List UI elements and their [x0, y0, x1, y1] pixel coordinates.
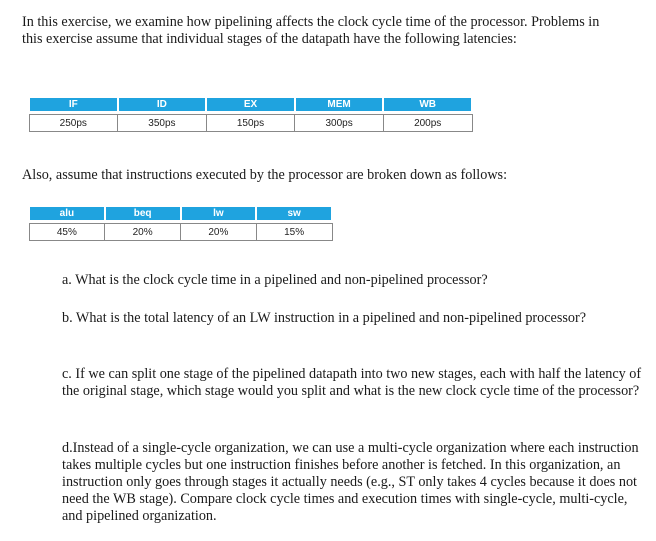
question-c: c. If we can split one stage of the pipelined datapath into two new stages, each with half the latency of the original stage, which stage would you split and what is the new clock cycle time of the processor? [62, 366, 642, 399]
mix-alu: 45% [29, 224, 105, 241]
stage-latency-table [28, 98, 473, 132]
latency-id: 350ps [118, 115, 207, 132]
mix-lw: 20% [181, 224, 257, 241]
mix-value-row [29, 224, 332, 241]
stage-header-row [29, 98, 472, 111]
header-lw: lw [181, 207, 257, 220]
stage-value-row [29, 115, 472, 132]
instruction-mix-table [28, 207, 333, 241]
header-mem: MEM [295, 98, 384, 111]
header-ex: EX [206, 98, 295, 111]
question-d: d.Instead of a single-cycle organization, we can use a multi-cycle organization where each instruction takes multiple cycles but one instruction finishes before another is fetched. In this organization, an instruction only goes through stages it actually needs (e.g., ST only takes 4 cycles because it does not need the WB stage). Compare clock cycle times and execution times with single-cycle, multi-cycle, and pipelined organization. [62, 440, 639, 524]
latency-if: 250ps [29, 115, 118, 132]
header-beq: beq [105, 207, 181, 220]
latency-ex: 150ps [206, 115, 295, 132]
latency-wb: 200ps [383, 115, 472, 132]
latency-mem: 300ps [295, 115, 384, 132]
header-sw: sw [256, 207, 332, 220]
mix-beq: 20% [105, 224, 181, 241]
header-if: IF [29, 98, 118, 111]
header-id: ID [118, 98, 207, 111]
header-wb: WB [383, 98, 472, 111]
header-alu: alu [29, 207, 105, 220]
intro-paragraph: In this exercise, we examine how pipelining affects the clock cycle time of the processor. Problems in this exercise assume that individual stages of the datapath have the following latencies: [22, 14, 600, 47]
mix-intro-text: Also, assume that instructions executed by the processor are broken down as follows: [22, 167, 508, 183]
mix-header-row [29, 207, 332, 220]
question-b: b. What is the total latency of an LW instruction in a pipelined and non-pipelined processor? [62, 310, 587, 326]
question-a: a. What is the clock cycle time in a pipelined and non-pipelined processor? [62, 272, 488, 288]
mix-sw: 15% [256, 224, 332, 241]
